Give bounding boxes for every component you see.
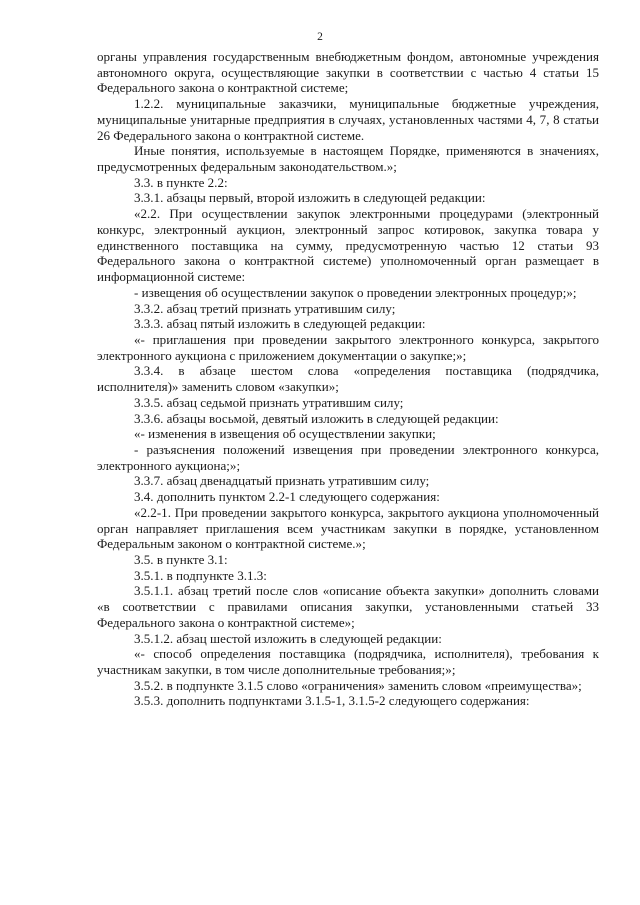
paragraph: 3.3.2. абзац третий признать утратившим силу;	[134, 300, 396, 316]
paragraph: Иные понятия, используемые в настоящем Порядке, применяются в значениях, предусмотренных федеральным законодательством.»;	[97, 143, 599, 175]
paragraph: 3.4. дополнить пунктом 2.2-1 следующего содержания:	[134, 489, 440, 505]
paragraph: «- изменения в извещения об осуществлении закупки;	[134, 426, 436, 442]
paragraph: 3.5.1.2. абзац шестой изложить в следующей редакции:	[134, 630, 442, 646]
paragraph: 3.5.3. дополнить подпунктами 3.1.5-1, 3.1.5-2 следующего содержания:	[134, 693, 530, 709]
paragraph: «2.2. При осуществлении закупок электронными процедурами (электронный конкурс, электронный аукцион, электронный запрос котировок, закупка товара у единственного поставщика на сумму, предусмотренную частью 12 статьи 93 Федерального закона о контрактной системе) уполномоченный орган размещает в информационной системе:	[97, 206, 599, 285]
paragraph: 3.3.1. абзацы первый, второй изложить в следующей редакции:	[134, 190, 486, 206]
paragraph: 3.3.4. в абзаце шестом слова «определения поставщика (подрядчика, исполнителя)» заменить словом «закупки»;	[97, 363, 599, 395]
document-body	[97, 49, 599, 709]
paragraph: 3.3.3. абзац пятый изложить в следующей редакции:	[134, 316, 426, 332]
paragraph: 3.5.1.1. абзац третий после слов «описание объекта закупки» дополнить словами «в соответствии с правилами описания закупки, установленными статьей 33 Федерального закона о контрактной системе»;	[97, 583, 599, 630]
paragraph: 3.3.7. абзац двенадцатый признать утратившим силу;	[134, 473, 430, 489]
paragraph: органы управления государственным внебюджетным фондом, автономные учреждения автономного округа, осуществляющие закупки в соответствии с частью 4 статьи 15 Федерального закона о контрактной системе;	[97, 49, 599, 96]
paragraph: 3.5. в пункте 3.1:	[134, 552, 228, 567]
paragraph: 3.5.2. в подпункте 3.1.5 слово «ограничения» заменить словом «преимущества»;	[134, 677, 582, 693]
paragraph: 3.3. в пункте 2.2:	[134, 174, 228, 190]
paragraph: «2.2-1. При проведении закрытого конкурса, закрытого аукциона уполномоченный орган направляет приглашения всем участникам закупки в порядке, установленном Федеральным законом о контрактной системе.»;	[97, 504, 599, 552]
paragraph: 1.2.2. муниципальные заказчики, муниципальные бюджетные учреждения, муниципальные унитарные предприятия в случаях, установленных частями 4, 7, 8 статьи 26 Федерального закона о контрактной системе.	[97, 96, 599, 143]
paragraph: 3.5.1. в подпункте 3.1.3:	[134, 567, 267, 583]
page-number: 2	[317, 31, 323, 43]
paragraph: «- приглашения при проведении закрытого электронного конкурса, закрытого электронного аукциона с приложением документации о закупке;»;	[97, 331, 599, 363]
paragraph: - извещения об осуществлении закупок о проведении электронных процедур;»;	[134, 284, 577, 300]
paragraph: «- способ определения поставщика (подрядчика, исполнителя), требования к участникам закупки, в том числе дополнительные требования;»;	[97, 646, 599, 678]
paragraph: - разъяснения положений извещения при проведении электронного конкурса, электронного аукциона;»;	[97, 441, 599, 473]
paragraph: 3.3.5. абзац седьмой признать утратившим силу;	[134, 394, 404, 410]
paragraph: 3.3.6. абзацы восьмой, девятый изложить в следующей редакции:	[134, 410, 499, 426]
